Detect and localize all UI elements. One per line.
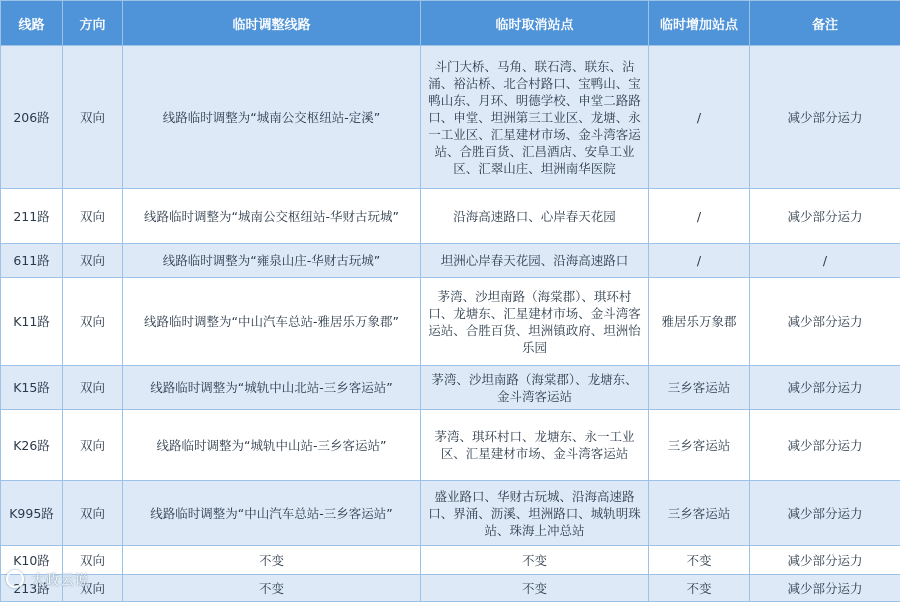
cell-note: 减少部分运力 <box>750 546 900 575</box>
cell-cancel: 茅湾、沙坦南路（海棠郡）、龙塘东、金斗湾客运站 <box>421 366 649 410</box>
cell-add: 雅居乐万象郡 <box>649 278 750 366</box>
cell-add: 不变 <box>649 575 750 602</box>
cell-direction: 双向 <box>63 481 123 546</box>
cell-cancel: 沿海高速路口、心岸春天花园 <box>421 189 649 244</box>
cell-note: / <box>750 244 900 278</box>
cell-direction: 双向 <box>63 366 123 410</box>
cell-direction: 双向 <box>63 189 123 244</box>
cell-add: 三乡客运站 <box>649 410 750 481</box>
cell-adjust: 线路临时调整为“中山汽车总站-雅居乐万象郡” <box>123 278 421 366</box>
cell-note: 减少部分运力 <box>750 410 900 481</box>
table-header-row <box>1 1 900 46</box>
header-line: 线路 <box>1 1 63 46</box>
table-row <box>1 575 900 602</box>
table-row <box>1 366 900 410</box>
cell-cancel: 不变 <box>421 546 649 575</box>
cell-note: 减少部分运力 <box>750 481 900 546</box>
header-direction: 方向 <box>63 1 123 46</box>
cell-note: 减少部分运力 <box>750 366 900 410</box>
cell-line: K26路 <box>1 410 63 481</box>
watermark-text: 大政云说 <box>31 573 89 589</box>
cell-add: 不变 <box>649 546 750 575</box>
cell-line: K15路 <box>1 366 63 410</box>
cell-line: 213路 <box>1 575 63 602</box>
header-temp-adjust-route: 临时调整线路 <box>123 1 421 46</box>
table-row <box>1 546 900 575</box>
cell-line: 211路 <box>1 189 63 244</box>
cell-note: 减少部分运力 <box>750 189 900 244</box>
table-row <box>1 244 900 278</box>
cell-line: K11路 <box>1 278 63 366</box>
cell-add: / <box>649 46 750 189</box>
cell-adjust: 线路临时调整为“中山汽车总站-三乡客运站” <box>123 481 421 546</box>
cell-line: K995路 <box>1 481 63 546</box>
table-row <box>1 46 900 189</box>
cell-adjust: 线路临时调整为“城轨中山北站-三乡客运站” <box>123 366 421 410</box>
cell-adjust: 线路临时调整为“雍泉山庄-华财古玩城” <box>123 244 421 278</box>
cell-add: / <box>649 189 750 244</box>
table-row <box>1 481 900 546</box>
header-temp-add-stops: 临时增加站点 <box>649 1 750 46</box>
table-row <box>1 410 900 481</box>
cell-line: 206路 <box>1 46 63 189</box>
cell-cancel: 斗门大桥、马角、联石湾、联东、沾涌、裕沾桥、北合村路口、宝鸭山、宝鸭山东、月环、明德学校、申堂二路路口、申堂、坦洲第三工业区、龙塘、永一工业区、汇星建材市场、金斗湾客运站、合胜百货、汇昌酒店、安阜工业区、汇翠山庄、坦洲南华医院 <box>421 46 649 189</box>
cell-direction: 双向 <box>63 410 123 481</box>
cell-cancel: 盛业路口、华财古玩城、沿海高速路口、界涌、沥溪、坦洲路口、城轨明珠站、珠海上冲总站 <box>421 481 649 546</box>
cell-note: 减少部分运力 <box>750 46 900 189</box>
header-note: 备注 <box>750 1 900 46</box>
cell-cancel: 坦洲心岸春天花园、沿海高速路口 <box>421 244 649 278</box>
cell-adjust: 线路临时调整为“城南公交枢纽站-华财古玩城” <box>123 189 421 244</box>
cell-adjust: 线路临时调整为“城轨中山站-三乡客运站” <box>123 410 421 481</box>
cell-adjust: 不变 <box>123 575 421 602</box>
watermark <box>6 570 89 590</box>
cell-adjust: 线路临时调整为“城南公交枢纽站-定溪” <box>123 46 421 189</box>
cell-direction: 双向 <box>63 278 123 366</box>
cell-cancel: 茅湾、沙坦南路（海棠郡）、琪环村口、龙塘东、汇星建材市场、金斗湾客运站、合胜百货、坦洲镇政府、坦洲怡乐园 <box>421 278 649 366</box>
cell-note: 减少部分运力 <box>750 278 900 366</box>
header-temp-cancel-stops: 临时取消站点 <box>421 1 649 46</box>
cell-direction: 双向 <box>63 244 123 278</box>
table-row <box>1 278 900 366</box>
cell-line: 611路 <box>1 244 63 278</box>
cell-add: / <box>649 244 750 278</box>
cell-cancel: 不变 <box>421 575 649 602</box>
cell-cancel: 茅湾、琪环村口、龙塘东、永一工业区、汇星建材市场、金斗湾客运站 <box>421 410 649 481</box>
cell-line: K10路 <box>1 546 63 575</box>
cell-add: 三乡客运站 <box>649 366 750 410</box>
watermark-logo-icon <box>6 570 24 588</box>
cell-direction: 双向 <box>63 46 123 189</box>
cell-direction: 双向 <box>63 546 123 575</box>
cell-adjust: 不变 <box>123 546 421 575</box>
table-row <box>1 189 900 244</box>
cell-note: 减少部分运力 <box>750 575 900 602</box>
cell-direction: 双向 <box>63 575 123 602</box>
cell-add: 三乡客运站 <box>649 481 750 546</box>
